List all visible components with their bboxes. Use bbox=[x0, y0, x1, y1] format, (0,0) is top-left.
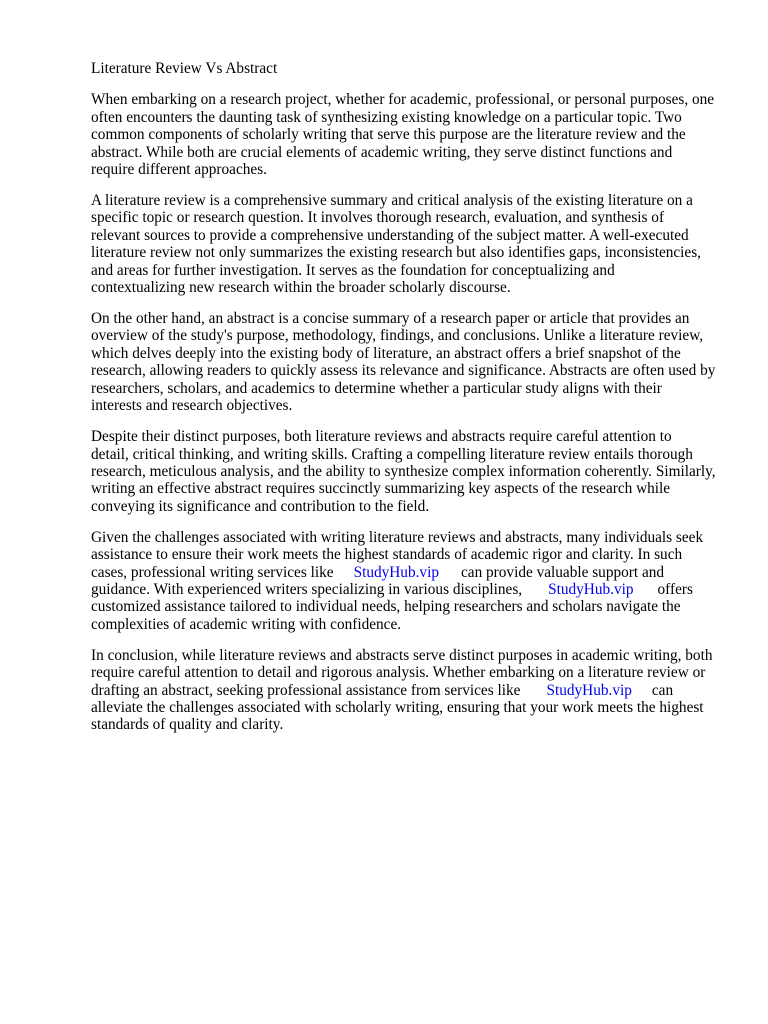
paragraph-text: In conclusion, while literature reviews and abstracts serve distinct purposes in academic writing, both require careful attention to detail and rigorous analysis. Whether embarking on a literature review or drafting an abstract, seeking professional assistance from services like bbox=[91, 646, 713, 699]
paragraph-conclusion bbox=[91, 647, 731, 734]
studyhub-link[interactable]: StudyHub.vip bbox=[548, 580, 634, 598]
paragraph-text: offers customized assistance tailored to individual needs, helping researchers and scholars navigate the complexities of academic writing with confidence. bbox=[91, 580, 693, 633]
studyhub-link[interactable]: StudyHub.vip bbox=[353, 563, 439, 581]
paragraph-intro: When embarking on a research project, whether for academic, professional, or personal purposes, one often encounters the daunting task of synthesizing existing knowledge on a particular topic. Two common components of scholarly writing that serve this purpose are the literature review and the abstract. While both are crucial elements of academic writing, they serve distinct functions and require different approaches. bbox=[91, 91, 715, 179]
paragraph-literature-review: A literature review is a comprehensive summary and critical analysis of the existing literature on a specific topic or research question. It involves thorough research, evaluation, and synthesis of relevant sources to provide a comprehensive understanding of the subject matter. A well-executed literature review not only summarizes the existing research but also identifies gaps, inconsistencies, and areas for further investigation. It serves as the foundation for conceptualizing and contextualizing new research within the broader scholarly discourse. bbox=[91, 192, 702, 297]
paragraph-common-requirements: Despite their distinct purposes, both literature reviews and abstracts require careful attention to detail, critical thinking, and writing skills. Crafting a compelling literature review entails thorough research, meticulous analysis, and the ability to synthesize complex information coherently. Similarly, writing an effective abstract requires succinctly summarizing key aspects of the research while conveying its significance and contribution to the field. bbox=[91, 428, 716, 515]
studyhub-link[interactable]: StudyHub.vip bbox=[546, 681, 632, 699]
paragraph-text: can provide valuable support and guidance. With experienced writers specializing in various disciplines, bbox=[91, 563, 665, 598]
paragraph-text: can alleviate the challenges associated with scholarly writing, ensuring that your work meets the highest standards of quality and clarity. bbox=[91, 681, 704, 734]
paragraph-writing-services bbox=[91, 529, 731, 633]
document-title: Literature Review Vs Abstract bbox=[91, 60, 278, 77]
paragraph-abstract: On the other hand, an abstract is a concise summary of a research paper or article that provides an overview of the study's purpose, methodology, findings, and conclusions. Unlike a literature review, which delves deeply into the existing body of literature, an abstract offers a brief snapshot of the research, allowing readers to quickly assess its relevance and significance. Abstracts are often used by researchers, scholars, and academics to determine whether a particular study aligns with their interests and research objectives. bbox=[91, 310, 716, 415]
paragraph-text: Given the challenges associated with writing literature reviews and abstracts, many individuals seek assistance to ensure their work meets the highest standards of academic rigor and clarity. In such cases, professional writing services like bbox=[91, 528, 704, 581]
document-page bbox=[91, 60, 731, 747]
